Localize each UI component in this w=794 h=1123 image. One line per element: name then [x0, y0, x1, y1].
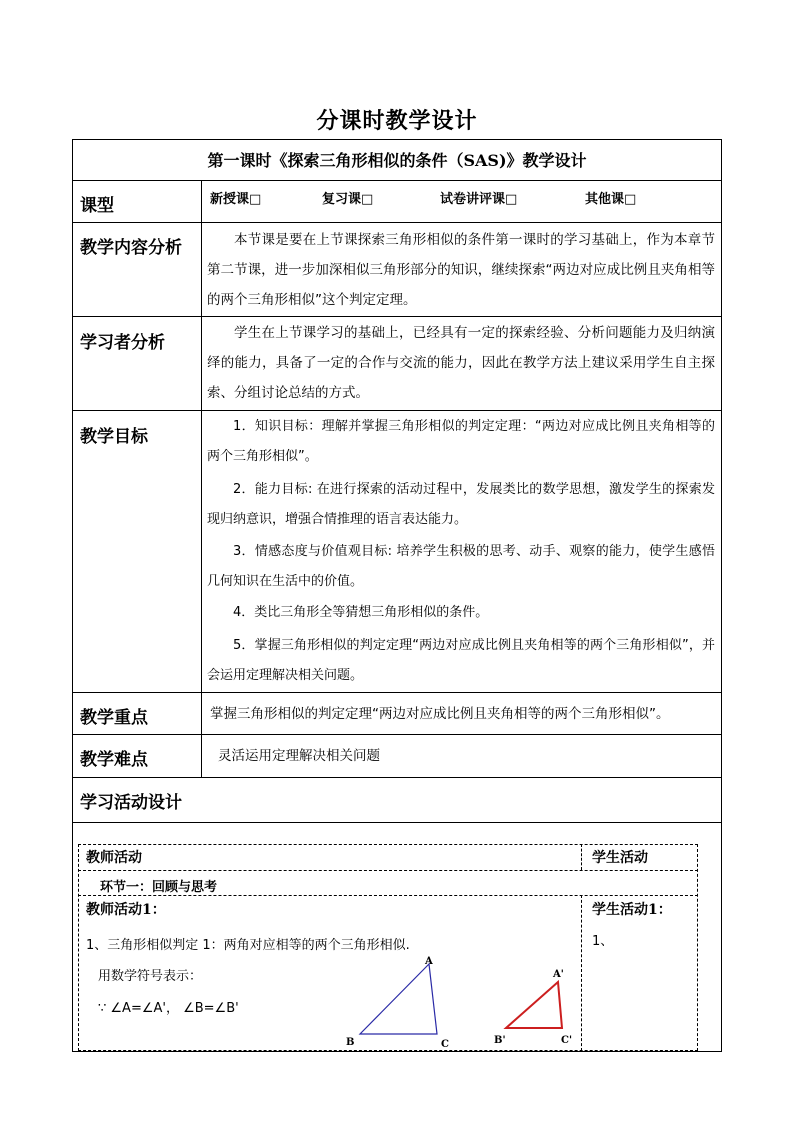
- teacher-activity-header: 教师活动: [86, 850, 142, 866]
- row-divider: [72, 692, 722, 693]
- objectives-label: 教学目标: [80, 427, 148, 447]
- similarity-rule-text: 1、三角形相似判定 1：两角对应相等的两个三角形相似.: [86, 938, 410, 953]
- teacher-activity-1: 教师活动1：: [86, 902, 166, 918]
- triangle-figure: [340, 952, 580, 1052]
- difficulty-label: 教学难点: [80, 750, 148, 770]
- objective-3: 3．情感态度与价值观目标: 培养学生积极的思考、动手、观察的能力，使学生感悟几何知识在生活中的价值。: [207, 544, 715, 589]
- vertex-c-label: C: [441, 1039, 449, 1050]
- row-divider: [72, 734, 722, 735]
- row-divider: [72, 316, 722, 317]
- row-divider: [72, 777, 722, 778]
- vertex-b-prime-label: B': [494, 1035, 506, 1046]
- lesson-header: 第一课时《探索三角形相似的条件（SAS)》教学设计: [207, 151, 587, 170]
- symbol-text: 用数学符号表示：: [98, 969, 203, 984]
- vertex-b-label: B: [346, 1037, 355, 1048]
- row-divider: [72, 222, 722, 223]
- learner-analysis-label: 学习者分析: [80, 333, 165, 353]
- content-analysis-label: 教学内容分析: [80, 238, 182, 258]
- key-point-label: 教学重点: [80, 708, 148, 728]
- student-activity-1: 学生活动1：: [592, 902, 672, 918]
- vertex-a-label: A: [425, 956, 433, 967]
- row-divider: [72, 822, 722, 823]
- student-activity-header: 学生活动: [592, 850, 648, 866]
- content-analysis-text: 本节课是要在上节课探索三角形相似的条件第一课时的学习基础上，作为本章节第二节课，进一步加深相似三角形部分的知识，继续探索“两边对应成比例且夹角相等的两个三角形相似”这个判定定理。: [207, 232, 715, 308]
- objective-2: 2．能力目标: 在进行探索的活动过程中，发展类比的数学思想，激发学生的探索发现归纳意识，增强合情推理的语言表达能力。: [207, 482, 715, 527]
- objective-4: 4．类比三角形全等猜想三角形相似的条件。: [233, 605, 489, 620]
- difficulty-text: 灵活运用定理解决相关问题: [218, 748, 380, 764]
- lesson-type-option-review[interactable]: 复习课□: [322, 192, 374, 207]
- activity-divider: [78, 870, 698, 871]
- activity-divider: [78, 895, 698, 896]
- lesson-type-label: 课型: [80, 196, 114, 216]
- learner-analysis-text: 学生在上节课学习的基础上，已经具有一定的探索经验、分析问题能力及归纳演绎的能力，具备了一定的合作与交流的能力，因此在教学方法上建议采用学生自主探索、分组讨论总结的方式。: [207, 325, 715, 401]
- row-divider: [72, 180, 722, 181]
- student-item-1: 1、: [592, 934, 614, 949]
- lesson-type-option-exam[interactable]: 试卷讲评课□: [440, 192, 518, 207]
- activity-divider: [581, 895, 582, 1051]
- page-title: 分课时教学设计: [316, 108, 478, 134]
- activity-divider: [581, 844, 582, 870]
- triangle-abc: [360, 964, 437, 1034]
- vertex-c-prime-label: C': [561, 1035, 573, 1046]
- triangle-abc-prime: [506, 982, 562, 1028]
- row-divider: [72, 410, 722, 411]
- key-point-text: 掌握三角形相似的判定定理“两边对应成比例且夹角相等的两个三角形相似”。: [210, 706, 670, 722]
- section-title: 环节一：回顾与思考: [100, 880, 218, 895]
- vertex-a-prime-label: A': [553, 969, 564, 980]
- objective-5: 5．掌握三角形相似的判定定理“两边对应成比例且夹角相等的两个三角形相似”，并会运用定理解决相关问题。: [207, 638, 715, 683]
- column-divider: [201, 180, 202, 777]
- lesson-type-option-other[interactable]: 其他课□: [585, 192, 637, 207]
- angle-condition-text: ∵ ∠A=∠A'， ∠B=∠B': [98, 1001, 239, 1016]
- activity-design-label: 学习活动设计: [80, 793, 182, 813]
- objective-1: 1．知识目标：理解并掌握三角形相似的判定定理：“两边对应成比例且夹角相等的两个三角形相似”。: [207, 419, 715, 464]
- lesson-type-option-new[interactable]: 新授课□: [210, 192, 262, 207]
